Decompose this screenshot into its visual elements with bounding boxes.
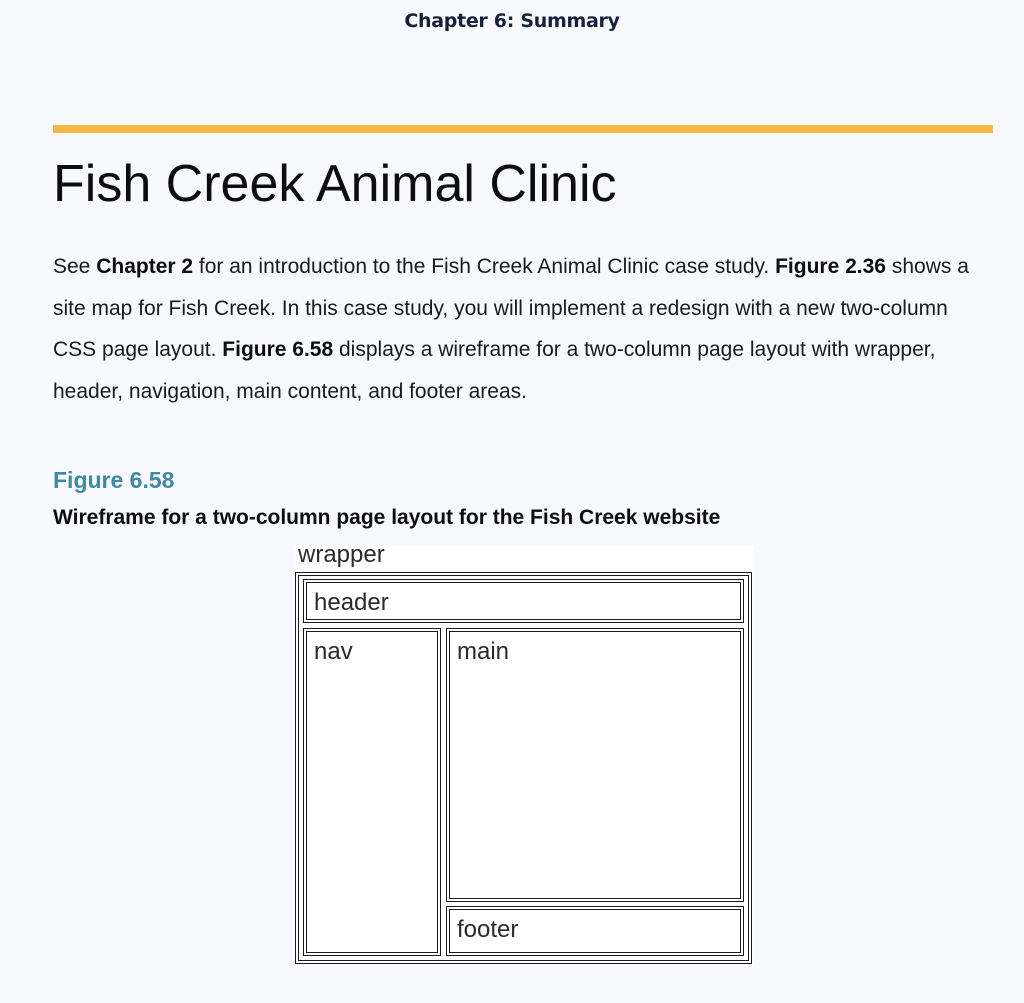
intro-paragraph xyxy=(53,246,983,412)
intro-text-3: shows a site map for Fish Creek. In this case study, you will implement a redesign with a new two-column CSS page layout. xyxy=(53,255,969,361)
page-title: Fish Creek Animal Clinic xyxy=(53,155,617,213)
chapter-header: Chapter 6: Summary xyxy=(404,10,620,32)
intro-text-2: for an introduction to the Fish Creek Animal Clinic case study. xyxy=(193,255,776,278)
wireframe-wrapper-label: wrapper xyxy=(298,541,385,568)
figure-2-36-reference: Figure 2.36 xyxy=(775,255,886,278)
wireframe-nav-label: nav xyxy=(314,638,353,665)
intro-text-1: See xyxy=(53,255,97,278)
chapter-2-reference: Chapter 2 xyxy=(96,255,194,278)
accent-divider xyxy=(53,125,993,133)
figure-caption: Wireframe for a two-column page layout for the Fish Creek website xyxy=(53,506,721,529)
wireframe-footer-label: footer xyxy=(457,916,519,943)
wireframe-header-box xyxy=(303,579,744,623)
figure-6-58-reference: Figure 6.58 xyxy=(222,338,334,361)
figure-label: Figure 6.58 xyxy=(53,467,175,493)
wireframe-footer-box xyxy=(446,906,744,956)
wireframe-header-label: header xyxy=(314,589,389,616)
wireframe-main-label: main xyxy=(457,638,510,665)
wireframe-figure xyxy=(294,541,754,966)
wireframe-nav-box xyxy=(303,628,441,956)
intro-text-4: displays a wireframe for a two-column page layout with wrapper, header, navigation, main content, and footer areas. xyxy=(53,338,936,403)
wireframe-main-box xyxy=(446,628,744,902)
